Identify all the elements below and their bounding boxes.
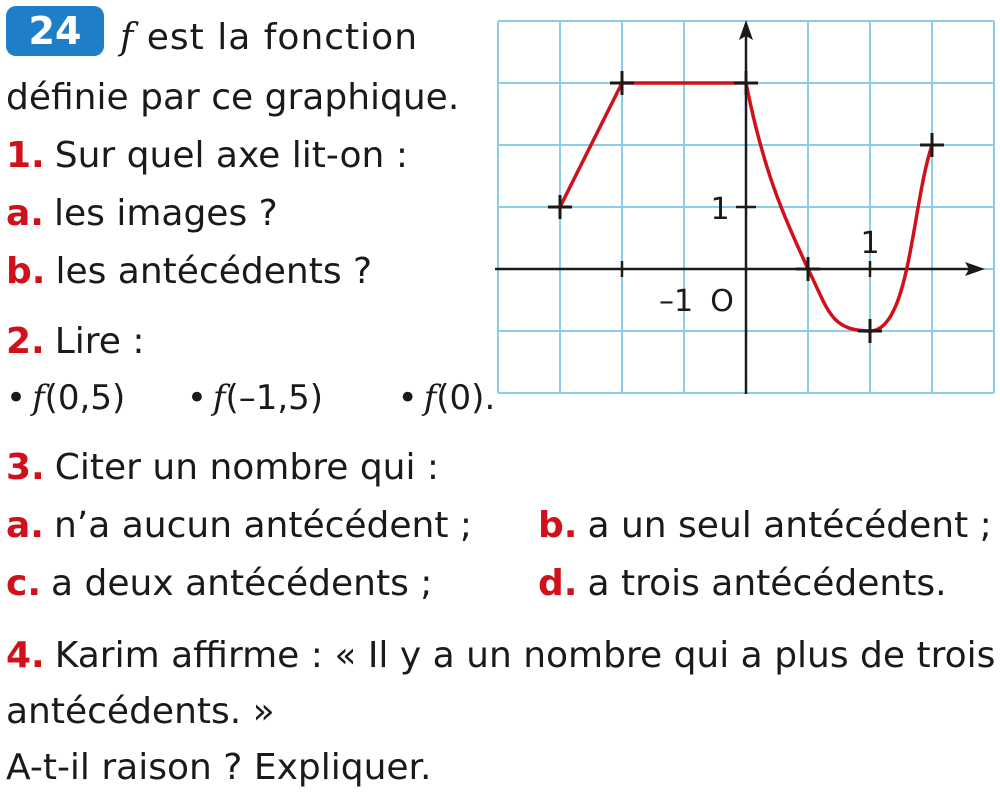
question-4-text: Karim affirme : « Il y a un nombre qui a plus de trois (54, 635, 996, 676)
function-name: f (120, 17, 135, 58)
read-item-1 (6, 378, 176, 418)
read-item-3 (398, 378, 496, 418)
question-2 (6, 322, 145, 362)
x-tick-label: –1 (658, 284, 694, 319)
x-tick-label: 1 (860, 226, 880, 261)
question-1b-label: b. (6, 251, 46, 292)
question-2-items (6, 378, 495, 418)
question-2-number: 2. (6, 321, 45, 362)
question-1a (6, 194, 278, 234)
question-3c (6, 564, 432, 604)
question-1a-label: a. (6, 193, 44, 234)
bullet: • (397, 378, 418, 418)
question-3b (538, 506, 992, 546)
question-1b-text: les antécédents ? (55, 251, 373, 292)
origin-label: O (710, 284, 734, 319)
question-1-number: 1. (6, 135, 45, 176)
question-4-line-2: antécédents. » (6, 691, 275, 732)
bullet: • (6, 378, 27, 418)
question-1 (6, 136, 408, 176)
read-item-2-arg: (–1,5) (225, 378, 324, 418)
question-1a-text: les images ? (53, 193, 278, 234)
exercise-number-badge: 24 (6, 6, 104, 56)
read-item-3-arg: (0). (436, 378, 496, 418)
function-name: f (212, 378, 226, 418)
question-4-number: 4. (6, 635, 45, 676)
function-name: f (32, 378, 45, 418)
question-4 (6, 636, 995, 676)
intro-line-2: définie par ce graphique. (6, 77, 460, 118)
question-3-number: 3. (6, 447, 45, 488)
function-graph (495, 16, 995, 396)
question-3a (6, 506, 472, 546)
question-3c-label: c. (6, 563, 42, 604)
question-3a-text: n’a aucun antécédent ; (53, 505, 473, 546)
question-2-text: Lire : (54, 321, 145, 362)
question-3b-text: a un seul antécédent ; (587, 505, 992, 546)
y-tick-label: 1 (710, 192, 730, 227)
function-name: f (423, 378, 437, 418)
question-3b-label: b. (538, 505, 578, 546)
question-3c-text: a deux antécédents ; (51, 563, 433, 604)
question-3d (538, 564, 947, 604)
intro-line-1 (120, 18, 418, 58)
question-3d-text: a trois antécédents. (587, 563, 947, 604)
intro-text-1: est la fonction (146, 17, 419, 58)
question-1-text: Sur quel axe lit-on : (54, 135, 408, 176)
read-item-2 (187, 378, 387, 418)
question-3-text: Citer un nombre qui : (54, 447, 440, 488)
question-4-line-3: A-t-il raison ? Expliquer. (6, 747, 432, 788)
read-item-1-arg: (0,5) (44, 378, 126, 418)
question-3 (6, 448, 439, 488)
question-1b (6, 252, 372, 292)
tick-labels (659, 192, 880, 319)
question-3a-label: a. (6, 505, 44, 546)
question-3d-label: d. (538, 563, 578, 604)
bullet: • (186, 378, 207, 418)
